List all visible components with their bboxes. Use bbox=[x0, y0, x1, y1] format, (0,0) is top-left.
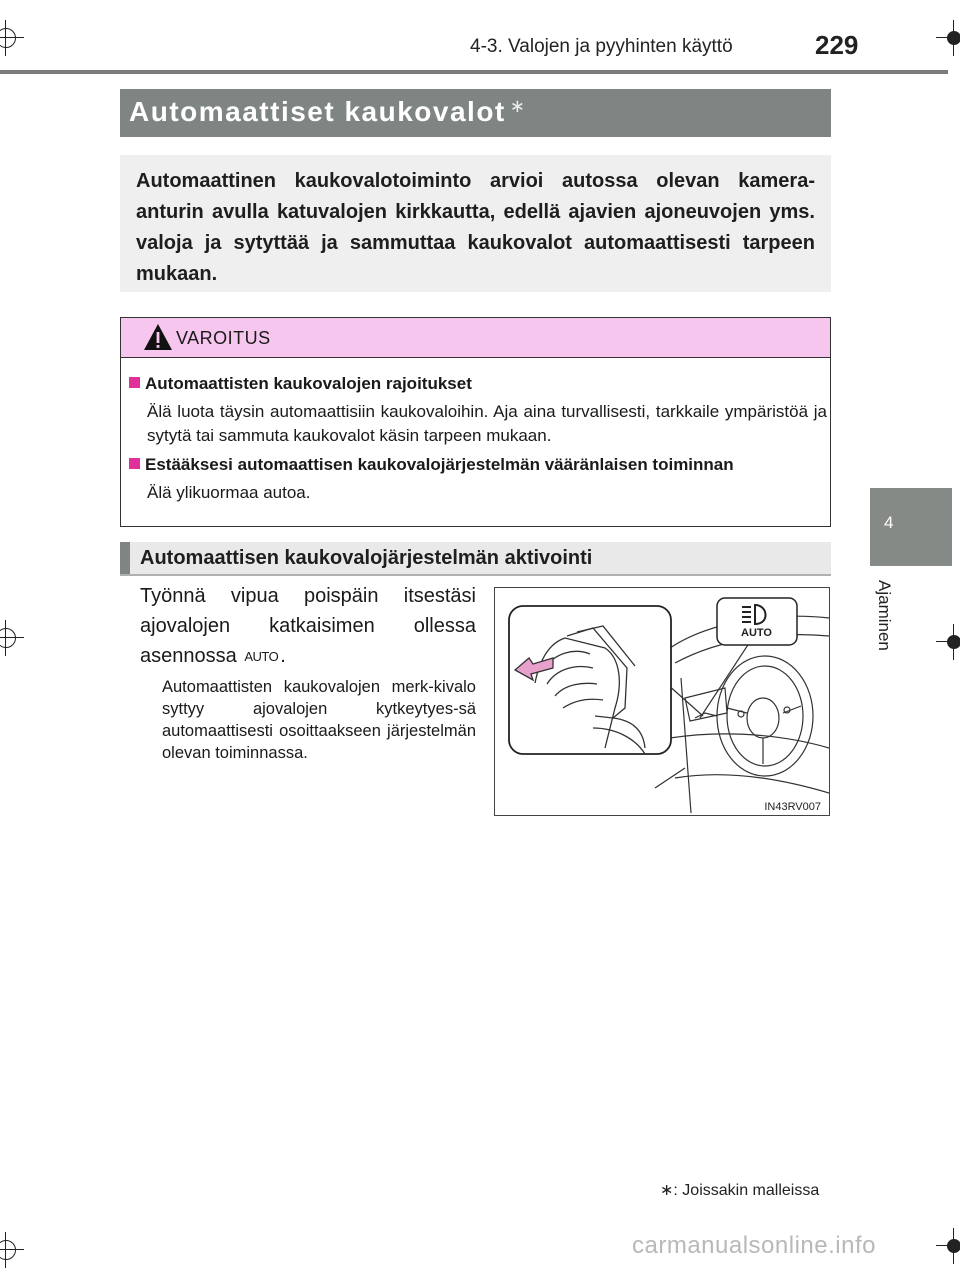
indicator-auto-label: AUTO bbox=[741, 627, 772, 639]
chapter-number: 4 bbox=[884, 513, 894, 532]
header-rule bbox=[0, 70, 948, 74]
bullet-square-icon bbox=[129, 458, 140, 469]
bullet-square-icon bbox=[129, 377, 140, 388]
step-line-text: asennossa bbox=[140, 645, 237, 667]
page-title-text: Automaattiset kaukovalot bbox=[129, 96, 506, 127]
warning-item-body: Älä luota täysin automaattisiin kaukovaloihin. Aja aina turvallisesti, tarkkaile ympäristöä ja sytytä tai sammuta kaukovalot käsin tarpeen mukaan. bbox=[147, 402, 827, 445]
warning-item-body: Älä ylikuormaa autoa. bbox=[147, 483, 311, 502]
title-bar bbox=[120, 89, 831, 137]
chapter-tab bbox=[870, 488, 952, 566]
section-accent bbox=[120, 542, 130, 574]
lever-illustration bbox=[494, 587, 830, 816]
warning-item-heading bbox=[129, 455, 734, 475]
title-asterisk: ∗ bbox=[509, 96, 527, 116]
intro-box bbox=[120, 155, 831, 292]
chapter-label: Ajaminen bbox=[875, 580, 894, 651]
page-title bbox=[129, 96, 526, 128]
section-header bbox=[120, 542, 831, 576]
page-number: 229 bbox=[815, 30, 859, 60]
crop-mark-bottom-left bbox=[0, 1232, 24, 1268]
running-header: 4-3. Valojen ja pyyhinten käyttö bbox=[470, 36, 733, 57]
footnote-text: : Joissakin malleissa bbox=[673, 1182, 820, 1199]
intro-text: Automaattinen kaukovalotoiminto arvioi autossa olevan kamera-anturin avulla katuvalojen kirkkautta, edellä ajavien ajoneuvojen yms. valoja ja sytyttää ja sammuttaa kaukovalot automaattisesti tarpeen mukaan. bbox=[136, 170, 815, 285]
auto-symbol: AUTO bbox=[244, 649, 279, 664]
step-text bbox=[140, 581, 476, 672]
warning-heading-text: Automaattisten kaukovalojen rajoitukset bbox=[145, 374, 472, 393]
crop-mark-top-left bbox=[0, 20, 24, 56]
step-line: ajovalojen katkaisimen ollessa bbox=[140, 615, 476, 637]
crop-mark-mid-left bbox=[0, 620, 24, 656]
section-title: Automaattisen kaukovalojärjestelmän aktivointi bbox=[140, 547, 593, 569]
footnote bbox=[660, 1180, 819, 1200]
warning-header bbox=[121, 318, 830, 358]
dashboard-illustration bbox=[495, 588, 829, 815]
warning-title: VAROITUS bbox=[176, 328, 271, 348]
warning-heading-text: Estääksesi automaattisen kaukovalojärjestelmän vääränlaisen toiminnan bbox=[145, 455, 734, 474]
figure-code: IN43RV007 bbox=[764, 801, 821, 813]
warning-box bbox=[120, 317, 831, 527]
watermark: carmanualsonline.info bbox=[632, 1232, 876, 1259]
step-line bbox=[140, 641, 476, 672]
crop-mark-bottom-right bbox=[936, 1228, 960, 1264]
crop-mark-mid-right bbox=[936, 624, 960, 660]
warning-icon bbox=[143, 323, 173, 351]
step-line: Työnnä vipua poispäin itsestäsi bbox=[140, 585, 476, 607]
warning-item-heading bbox=[129, 374, 472, 394]
footnote-marker: ∗ bbox=[660, 1182, 674, 1199]
crop-mark-top-right bbox=[936, 20, 960, 56]
step-note: Automaattisten kaukovalojen merk-kivalo syttyy ajovalojen kytkeytyes-sä automaattisesti osoittaakseen järjestelmän olevan toiminnassa. bbox=[162, 678, 476, 762]
step-line-end: . bbox=[280, 645, 286, 667]
